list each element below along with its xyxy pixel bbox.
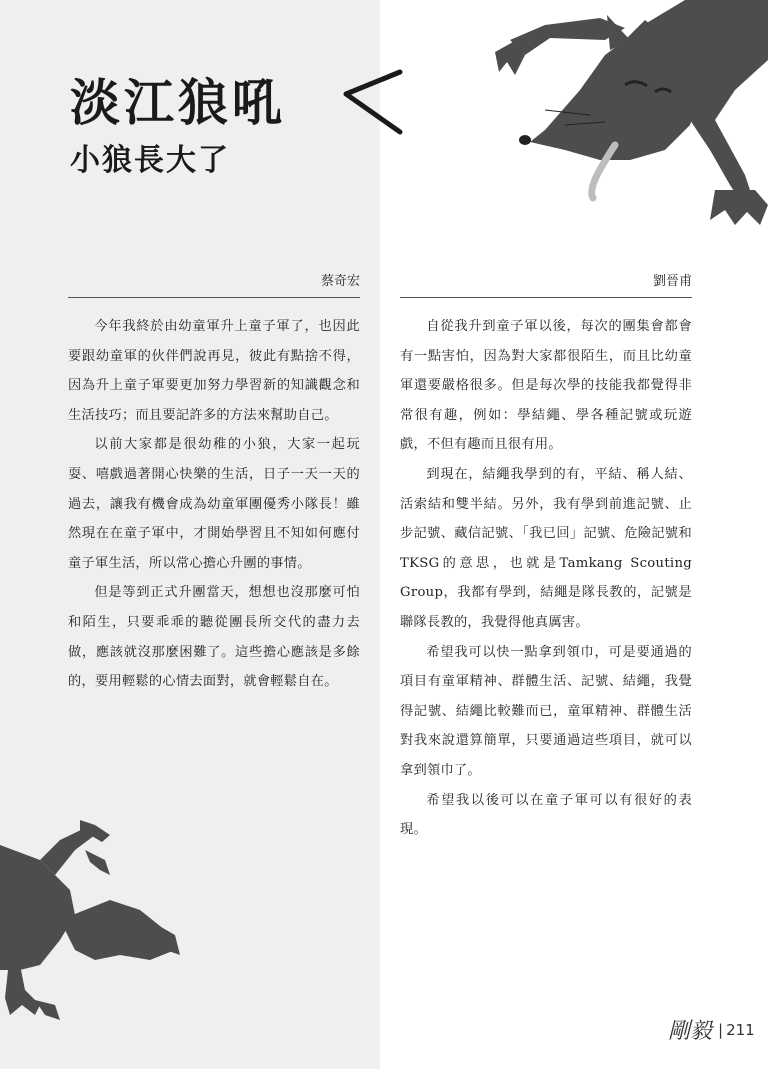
chevron-left-icon — [340, 68, 404, 138]
page-number: 211 — [726, 1020, 755, 1039]
right-paragraph: 自從我升到童子軍以後，每次的團集會都會有一點害怕，因為對大家都很陌生，而且比幼童軍還要嚴格很多。但是每次學的技能我都覺得非常很有趣，例如：學結繩、學各種記號或玩遊戲，不但有趣而且很有用。 — [400, 319, 692, 453]
right-paragraph: 希望我以後可以在童子軍可以有很好的表現。 — [400, 792, 692, 838]
page-title: 淡江狼吼 — [70, 74, 286, 132]
footer-separator: | — [718, 1020, 724, 1039]
left-paragraph: 以前大家都是很幼稚的小狼，大家一起玩耍、嘻戲過著開心快樂的生活，日子一天一天的過去，讓我有機會成為幼童軍團優秀小隊長！雖然現在在童子軍中，才開始學習且不知如何應付童子軍生活，所以常心擔心升團的事情。 — [68, 437, 360, 571]
left-author-name: 蔡奇宏 — [68, 270, 360, 298]
wolf-illustration — [485, 0, 768, 235]
left-paragraph: 但是等到正式升團當天，想想也沒那麼可怕和陌生，只要乖乖的聽從團長所交代的盡力去做，應該就沒那麼困難了。這些擔心應該是多餘的，要用輕鬆的心情去面對，就會輕鬆自在。 — [68, 585, 360, 690]
left-article-column — [68, 270, 360, 697]
footer-logo: 剛毅 — [668, 1019, 713, 1044]
right-article-column — [400, 270, 692, 845]
right-paragraph: 到現在，結繩我學到的有，平結、稱人結、活索結和雙半結。另外，我有學到前進記號、止步記號、藏信記號、「我已回」記號、危險記號和TKSG的意思，也就是Tamkang Scouting Group，我都有學到，結繩是隊長教的，記號是聯隊長教的，我覺得他真厲害。 — [400, 466, 692, 630]
right-paragraph: 希望我可以快一點拿到領巾，可是要通過的項目有童軍精神、群體生活、記號、結繩，我覺得記號、結繩比較難而已，童軍精神、群體生活對我來說還算簡單，只要通過這些項目，就可以拿到領巾了。 — [400, 644, 692, 778]
lizard-illustration — [0, 820, 200, 1030]
right-author-name: 劉晉甫 — [400, 270, 692, 298]
page-subtitle: 小狼長大了 — [70, 143, 230, 178]
left-paragraph: 今年我終於由幼童軍升上童子軍了，也因此要跟幼童軍的伙伴們說再見，彼此有點捨不得，因為升上童子軍要更加努力學習新的知識觀念和生活技巧；而且要記許多的方法來幫助自己。 — [68, 319, 360, 423]
page-footer — [668, 1014, 755, 1045]
